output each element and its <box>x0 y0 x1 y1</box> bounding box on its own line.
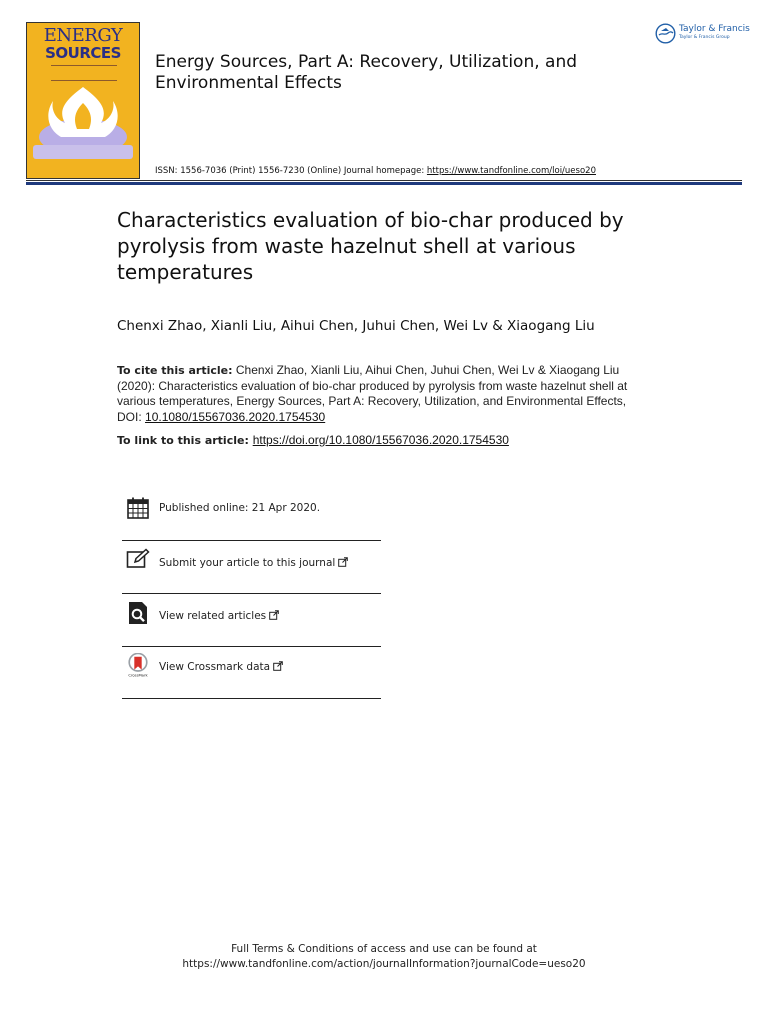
issn-text: ISSN: 1556-7036 (Print) 1556-7230 (Online) Journal homepage: <box>155 166 427 176</box>
cover-volume-band <box>33 145 133 159</box>
submit-article-label <box>159 557 348 569</box>
external-link-icon <box>273 661 283 671</box>
publisher-group: Taylor & Francis Group <box>679 35 730 40</box>
publisher-name: Taylor & Francis <box>679 24 750 34</box>
article-link-line <box>117 433 642 447</box>
external-link-icon <box>338 557 348 567</box>
citation-block <box>117 363 642 425</box>
divider <box>122 593 381 594</box>
divider <box>122 698 381 699</box>
crossmark-label <box>159 661 283 673</box>
link-label: To link to this article: <box>117 434 253 447</box>
citation-text: Chenxi Zhao, Xianli Liu, Aihui Chen, Juhui Chen, Wei Lv & Xiaogang Liu (2020): Characteristics evaluation of bio-char produced by pyrolysis from waste hazelnut shell at various temperatures, Energy Sources, Part A: Recovery, Utilization, and Environmental Effects, DOI: <box>117 363 628 424</box>
terms-footer-line1: Full Terms & Conditions of access and use can be found at <box>231 943 537 955</box>
header-divider-blue <box>26 182 742 185</box>
issn-line <box>155 166 596 176</box>
cover-flame-illustration <box>27 79 139 178</box>
cover-title-energy: ENERGY <box>43 25 123 46</box>
cover-title-sources: SOURCES <box>45 44 121 62</box>
crossmark-icon <box>126 653 150 677</box>
divider <box>122 646 381 647</box>
citation-label: To cite this article: <box>117 364 233 377</box>
edit-pencil-icon <box>126 548 150 572</box>
header-divider-thin <box>26 180 742 181</box>
crossmark-text: View Crossmark data <box>159 661 271 673</box>
document-search-icon <box>126 601 150 625</box>
submit-article-text: Submit your article to this journal <box>159 557 336 569</box>
citation-doi-link[interactable]: 10.1080/15567036.2020.1754530 <box>145 409 326 424</box>
divider <box>122 540 381 541</box>
related-articles-label <box>159 610 279 622</box>
journal-cover-image <box>26 22 140 179</box>
related-articles-text: View related articles <box>159 610 267 622</box>
taylor-francis-logo[interactable] <box>655 22 750 46</box>
terms-footer-url[interactable]: https://www.tandfonline.com/action/journalInformation?journalCode=ueso20 <box>182 958 586 970</box>
journal-title: Energy Sources, Part A: Recovery, Utilization, and Environmental Effects <box>155 52 578 93</box>
published-online-date: Published online: 21 Apr 2020. <box>159 502 321 514</box>
calendar-icon <box>126 496 150 520</box>
journal-homepage-link[interactable]: https://www.tandfonline.com/loi/ueso20 <box>426 166 596 176</box>
terms-footer <box>0 942 768 972</box>
article-authors: Chenxi Zhao, Xianli Liu, Aihui Chen, Juhui Chen, Wei Lv & Xiaogang Liu <box>117 318 595 334</box>
external-link-icon <box>269 610 279 620</box>
crossmark-badge-text: CrossMark <box>128 673 148 677</box>
article-doi-url-link[interactable]: https://doi.org/10.1080/15567036.2020.1754530 <box>252 433 509 447</box>
taylor-francis-icon <box>655 23 676 44</box>
article-title: Characteristics evaluation of bio-char produced by pyrolysis from waste hazelnut shell at various temperatures <box>117 208 624 284</box>
